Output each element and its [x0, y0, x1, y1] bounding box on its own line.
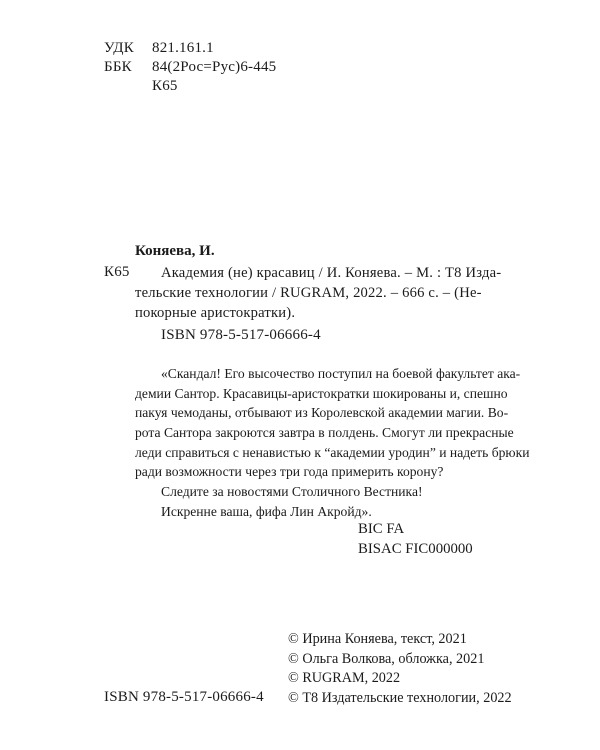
copyright-line-2: © Ольга Волкова, обложка, 2021 [288, 651, 485, 667]
annotation-line-5: леди справиться с ненавистью к “академии уродин” и надеть брюки [135, 445, 530, 460]
annotation-line-6: ради возможности через три года примерить корону? [135, 464, 444, 479]
bbk-label: ББК [104, 59, 132, 75]
bisac-code: BISAC FIC000000 [358, 541, 473, 557]
copyright-line-4: © Т8 Издательские технологии, 2022 [288, 690, 512, 706]
description-line-1: Академия (не) красавиц / И. Коняева. – М. : Т8 Изда- [161, 265, 502, 281]
annotation-line-1: «Скандал! Его высочество поступил на боевой факультет ака- [161, 366, 521, 381]
udk-value: 821.161.1 [152, 40, 214, 56]
description-line-2: тельские технологии / RUGRAM, 2022. – 666 с. – (Не- [135, 285, 482, 301]
description-line-3: покорные аристократки). [135, 305, 296, 321]
annotation-line-3: пакуя чемоданы, отбывают из Королевской академии магии. Во- [135, 405, 509, 420]
annotation-line-7: Следите за новостями Столичного Вестника! [161, 484, 423, 499]
author-mark: К65 [104, 264, 130, 280]
bic-code: BIC FA [358, 521, 405, 537]
catalog-isbn: ISBN 978-5-517-06666-4 [161, 327, 321, 343]
copyright-line-1: © Ирина Коняева, текст, 2021 [288, 631, 467, 647]
author-mark-top: К65 [152, 78, 178, 94]
copyright-line-3: © RUGRAM, 2022 [288, 670, 401, 686]
bbk-value: 84(2Рос=Рус)6-445 [152, 59, 277, 75]
author-heading: Коняева, И. [135, 243, 215, 259]
annotation-line-2: демии Сантор. Красавицы-аристократки шокированы и, спешно [135, 386, 508, 401]
udk-label: УДК [104, 40, 134, 56]
annotation-line-4: рота Сантора закроются завтра в полдень. Смогут ли прекрасные [135, 425, 514, 440]
annotation-line-8: Искренне ваша, фифа Лин Акройд». [161, 504, 372, 519]
footer-isbn: ISBN 978-5-517-06666-4 [104, 689, 264, 705]
